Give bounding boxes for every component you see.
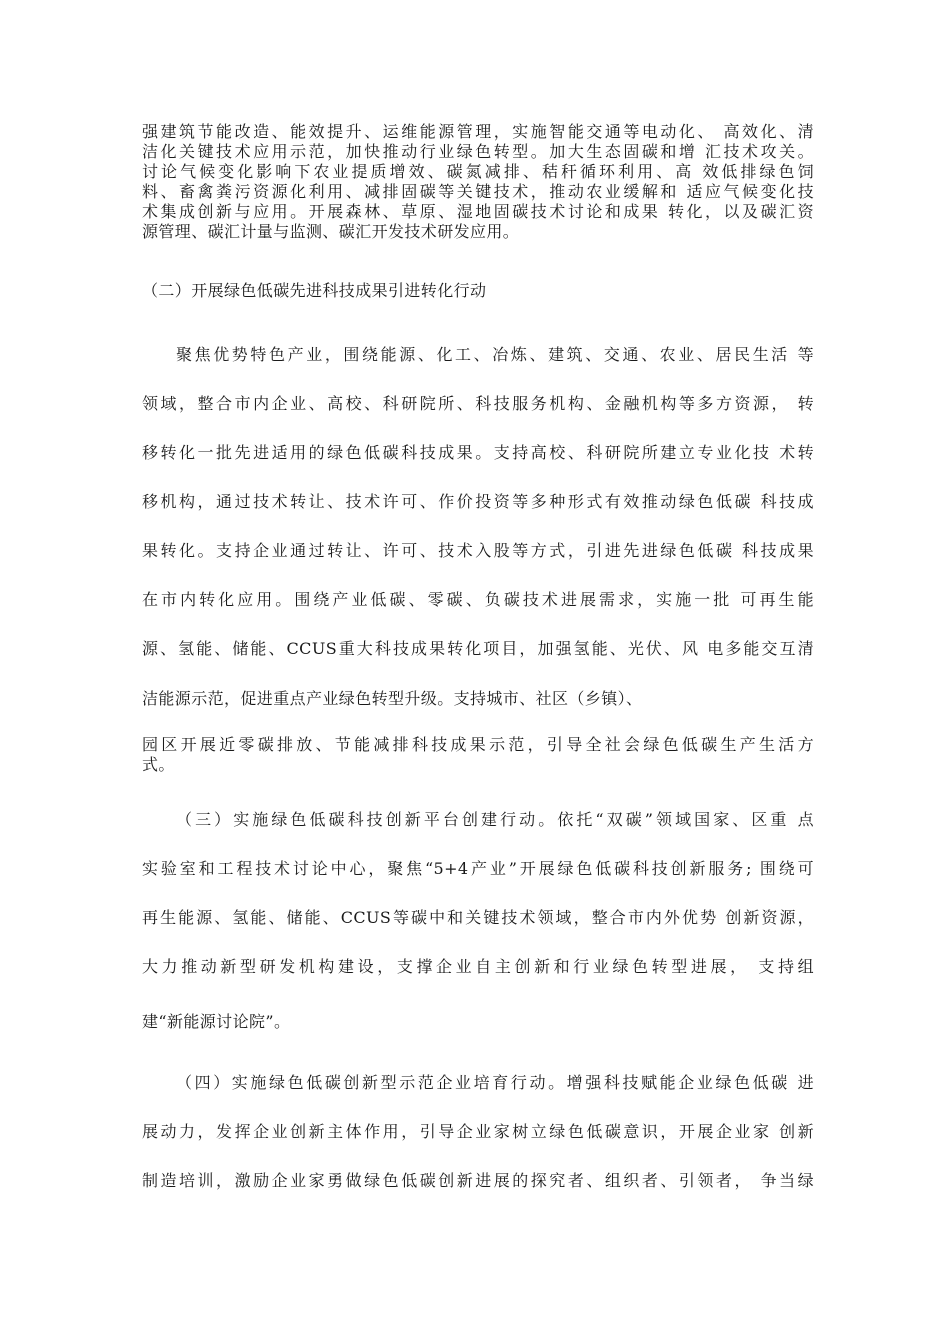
paragraph-line: 讨论气候变化影响下农业提质增效、碳氮减排、秸秆循环利用、高 效低排绿色饲 [142,162,814,181]
paragraph-line: 移转化一批先进适用的绿色低碳科技成果。支持高校、科研院所建立专业化技 术转 [142,443,814,462]
paragraph-line: 洁能源示范，促进重点产业绿色转型升级。支持城市、社区（乡镇）、 [142,689,643,708]
paragraph-line: 建“新能源讨论院”。 [142,1012,291,1031]
paragraph-line: 制造培训，激励企业家勇做绿色低碳创新进展的探究者、组织者、引领者， 争当绿 [142,1171,814,1190]
section-heading: （二）开展绿色低碳先进科技成果引进转化行动 [142,281,487,300]
paragraph-line: 洁化关键技术应用示范，加快推动行业绿色转型。加大生态固碳和增 汇技术攻关。 [142,142,814,161]
paragraph-line: 术集成创新与应用。开展森林、草原、湿地固碳技术讨论和成果 转化，以及碳汇资 [142,202,814,221]
paragraph-line: 料、畜禽粪污资源化利用、减排固碳等关键技术，推动农业缓解和 适应气候变化技 [142,182,814,201]
paragraph-line: （三）实施绿色低碳科技创新平台创建行动。依托“双碳”领域国家、区重 点 [176,810,814,829]
paragraph-line: （四）实施绿色低碳创新型示范企业培育行动。增强科技赋能企业绿色低碳 进 [176,1073,814,1092]
paragraph-line: 果转化。支持企业通过转让、许可、技术入股等方式，引进先进绿色低碳 科技成果 [142,541,814,560]
paragraph-line: 领域，整合市内企业、高校、科研院所、科技服务机构、金融机构等多方资源， 转 [142,394,814,413]
paragraph-line: 园区开展近零碳排放、节能减排科技成果示范，引导全社会绿色低碳生产生活方 [142,735,814,754]
paragraph-line: 展动力，发挥企业创新主体作用，引导企业家树立绿色低碳意识，开展企业家 创新 [142,1122,814,1141]
paragraph-line: 源管理、碳汇计量与监测、碳汇开发技术研发应用。 [142,222,520,241]
paragraph-line: 源、氢能、储能、CCUS重大科技成果转化项目，加强氢能、光伏、风 电多能交互清 [142,639,814,658]
paragraph-line: 再生能源、氢能、储能、CCUS等碳中和关键技术领域，整合市内外优势 创新资源， [142,908,814,927]
paragraph-line: 在市内转化应用。围绕产业低碳、零碳、负碳技术进展需求，实施一批 可再生能 [142,590,814,609]
paragraph-line: 实验室和工程技术讨论中心，聚焦“5+4产业”开展绿色低碳科技创新服务; 围绕可 [142,859,814,878]
paragraph-line: 大力推动新型研发机构建设，支撑企业自主创新和行业绿色转型进展， 支持组 [142,957,814,976]
paragraph-line: 聚焦优势特色产业，围绕能源、化工、冶炼、建筑、交通、农业、居民生活 等 [176,345,814,364]
paragraph-line: 移机构，通过技术转让、技术许可、作价投资等多种形式有效推动绿色低碳 科技成 [142,492,814,511]
paragraph-line: 式。 [142,755,175,774]
paragraph-line: 强建筑节能改造、能效提升、运维能源管理，实施智能交通等电动化、 高效化、清 [142,122,814,141]
